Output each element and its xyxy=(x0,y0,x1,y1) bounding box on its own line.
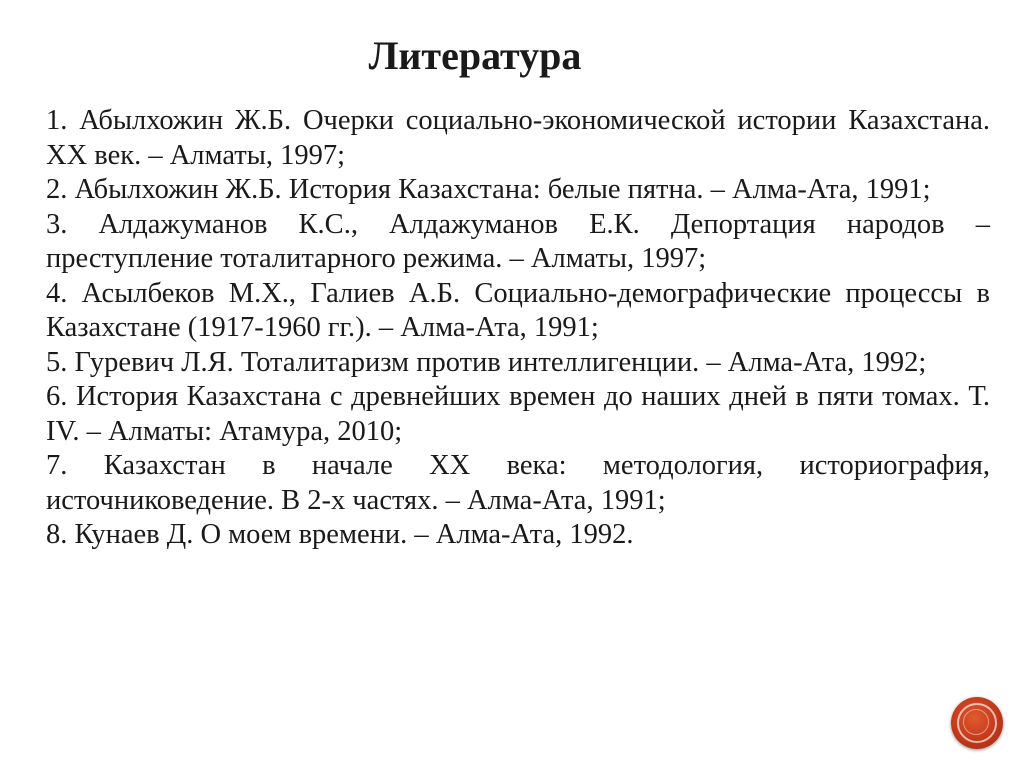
reference-item-1: 1. Абылхожин Ж.Б. Очерки социально-экономической истории Казахстана. XX век. – Алматы, 1997; xyxy=(46,105,990,171)
decorative-circle-icon xyxy=(951,697,1003,749)
reference-item-8: 8. Кунаев Д. О моем времени. – Алма-Ата, 1992. xyxy=(46,519,634,550)
reference-item-2: 2. Абылхожин Ж.Б. История Казахстана: белые пятна. – Алма-Ата, 1991; xyxy=(46,174,931,205)
top-divider xyxy=(0,0,1024,8)
reference-item-5: 5. Гуревич Л.Я. Тоталитаризм против интеллигенции. – Алма-Ата, 1992; xyxy=(46,346,927,378)
reference-item-6: 6. История Казахстана с древнейших времен до наших дней в пяти томах. Т. IV. – Алматы: Атамура, 2010; xyxy=(46,381,990,447)
reference-list xyxy=(46,104,990,553)
slide-title: Литература xyxy=(368,33,582,78)
reference-item-3: 3. Алдажуманов К.С., Алдажуманов Е.К. Депортация народов – преступление тоталитарного режима. – Алматы, 1997; xyxy=(46,208,990,274)
reference-item-4: 4. Асылбеков М.Х., Галиев А.Б. Социально-демографические процессы в Казахстане (1917-1960 гг.). – Алма-Ата, 1991; xyxy=(46,277,990,343)
reference-item-7: 7. Казахстан в начале XX века: методология, историография, источниковедение. В 2-х частях. – Алма-Ата, 1991; xyxy=(46,450,990,516)
